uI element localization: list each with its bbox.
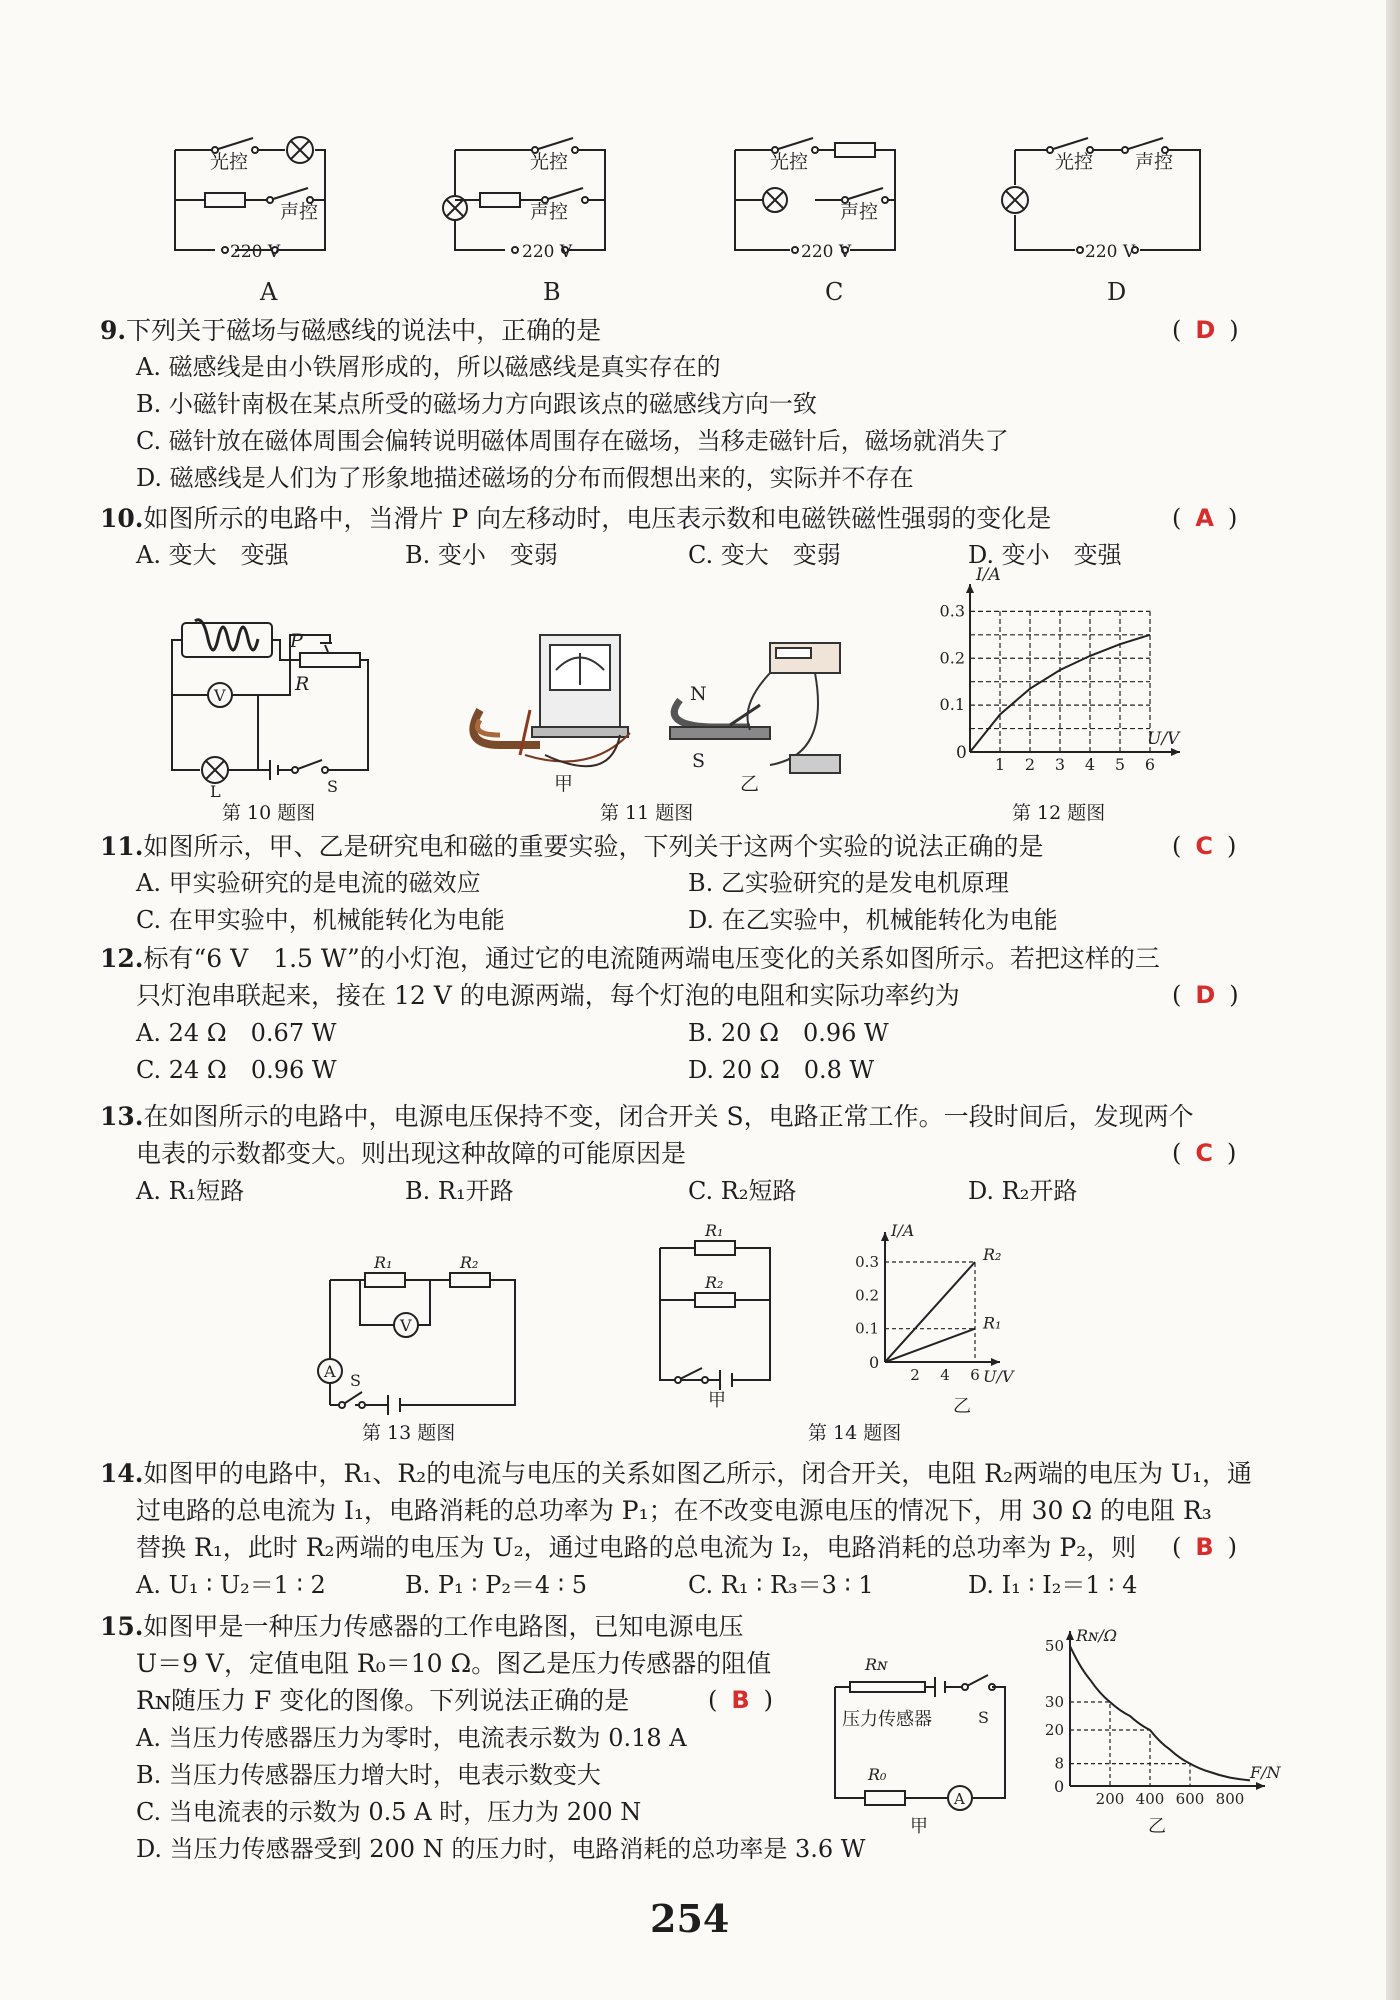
q15-option-c: C. 当电流表的示数为 0.5 A 时，压力为 200 N	[136, 1798, 642, 1826]
q15-option-b: B. 当压力传感器压力增大时，电表示数变大	[136, 1761, 601, 1789]
caption-fig14: 第 14 题图	[808, 1422, 902, 1444]
q9-option-c: C. 磁针放在磁体周围会偏转说明磁体周围存在磁场，当移走磁针后，磁场就消失了	[136, 427, 1009, 455]
question-9	[100, 312, 601, 349]
chart14-xtick: 4	[940, 1366, 950, 1384]
caption-fig11: 第 11 题图	[600, 802, 694, 824]
label-light-d: 光控	[1055, 151, 1094, 173]
chart12-ytick: 0.1	[939, 695, 965, 715]
question-12-line1: 标有“6 V 1.5 W”的小灯泡，通过它的电流随两端电压变化的关系如图所示。若把这样的三	[143, 944, 1160, 973]
label-sound-a: 声控	[280, 201, 319, 223]
caption-fig12: 第 12 题图	[1012, 802, 1106, 824]
answer-14: ( B )	[1172, 1533, 1238, 1561]
chart14-label-r2: R₂	[983, 1245, 1002, 1264]
question-14-line2: 过电路的总电流为 I₁，电路消耗的总功率为 P₁；在不改变电源电压的情况下，用 30 Ω 的电阻 R₃	[136, 1496, 1212, 1525]
answer-12: ( D )	[1172, 981, 1239, 1009]
chart12-ytick: 0.3	[939, 601, 965, 621]
q15-option-a: A. 当压力传感器压力为零时，电流表示数为 0.18 A	[136, 1724, 687, 1752]
chart14-ylabel: I/A	[891, 1221, 915, 1240]
chart15-curve	[1070, 1646, 1250, 1780]
figure-label-d: D	[1107, 278, 1127, 306]
fig10-label-p: P	[290, 630, 303, 652]
caption-fig10: 第 10 题图	[222, 802, 316, 824]
top-circuit-figures	[150, 120, 1240, 310]
fig14-label-jia: 甲	[708, 1390, 726, 1411]
q14-option-c: C. R₁ ∶ R₃＝3 ∶ 1	[688, 1571, 874, 1599]
figure-label-a: A	[260, 278, 278, 306]
q14-option-a: A. U₁ ∶ U₂＝1 ∶ 2	[136, 1571, 326, 1599]
answer-15: ( B )	[708, 1686, 774, 1714]
chart14-xtick: 6	[970, 1366, 980, 1384]
label-sound-d: 声控	[1135, 151, 1174, 173]
question-15-line1: 如图甲是一种压力传感器的工作电路图，已知电源电压	[143, 1612, 744, 1641]
figure-14-chart	[845, 1212, 1055, 1397]
q9-option-d: D. 磁感线是人们为了形象地描述磁场的分布而假想出来的，实际并不存在	[136, 464, 914, 492]
q14-option-b: B. P₁ ∶ P₂＝4 ∶ 5	[405, 1571, 587, 1599]
chart14-xlabel: U/V	[983, 1367, 1014, 1386]
answer-10: ( A )	[1172, 504, 1238, 532]
q10-option-b: B. 变小 变弱	[405, 541, 558, 569]
chart15-ytick: 50	[1044, 1637, 1064, 1655]
chart15-y-arrow	[1066, 1631, 1074, 1640]
chart12-x-arrow	[1171, 748, 1180, 756]
q11-option-d: D. 在乙实验中，机械能转化为电能	[688, 906, 1058, 934]
label-voltage-a: 220 V	[230, 242, 281, 262]
q14-option-d: D. I₁ ∶ I₂＝1 ∶ 4	[968, 1571, 1138, 1599]
question-12-line2: 只灯泡串联起来，接在 12 V 的电源两端，每个灯泡的电阻和实际功率约为	[136, 981, 960, 1010]
q12-option-c: C. 24 Ω 0.96 W	[136, 1056, 337, 1084]
fig14-label-r2: R₂	[705, 1273, 724, 1292]
circuit-a	[175, 137, 325, 253]
fig14-label-r1: R₁	[705, 1221, 724, 1240]
chart12-xtick: 6	[1144, 755, 1156, 774]
chart12-y-arrow	[966, 584, 974, 593]
chart12-origin: 0	[956, 743, 967, 763]
fig13-label-s: S	[350, 1371, 361, 1390]
figure-label-b: B	[543, 278, 561, 306]
fig10-label-l: L	[210, 782, 221, 801]
chart14-origin: 0	[869, 1353, 880, 1372]
chart12-ylabel: I/A	[976, 565, 1001, 585]
label-sound-c: 声控	[840, 201, 879, 223]
chart15-ytick: 20	[1044, 1721, 1064, 1739]
answer-13: ( C )	[1172, 1139, 1237, 1167]
answer-11-value: C	[1195, 832, 1213, 860]
q13-option-c: C. R₂短路	[688, 1177, 797, 1205]
question-11-stem: 如图所示，甲、乙是研究电和磁的重要实验，下列关于这两个实验的说法正确的是	[143, 832, 1044, 861]
chart12-xtick: 5	[1114, 755, 1126, 774]
question-9-stem: 下列关于磁场与磁感线的说法中，正确的是	[126, 316, 602, 345]
fig15-label-a: A	[954, 1790, 965, 1808]
chart14-xtick: 2	[910, 1366, 920, 1384]
question-12-number: 12.	[100, 944, 144, 973]
caption-fig13: 第 13 题图	[362, 1422, 456, 1444]
question-10-stem: 如图所示的电路中，当滑片 P 向左移动时，电压表示数和电磁铁磁性强弱的变化是	[143, 504, 1052, 533]
circuit-c	[735, 138, 895, 253]
page-number: 254	[650, 1896, 730, 1941]
chart12-ytick: 0.2	[939, 648, 965, 668]
question-13	[100, 1098, 1194, 1135]
fig10-label-r: R	[295, 673, 310, 695]
question-13-line1: 在如图所示的电路中，电源电压保持不变，闭合开关 S，电路正常工作。一段时间后，发现两个	[143, 1102, 1194, 1131]
question-13-line2: 电表的示数都变大。则出现这种故障的可能原因是	[136, 1139, 687, 1168]
fig13-label-r1: R₁	[374, 1253, 393, 1272]
chart14-ytick: 0.3	[855, 1253, 879, 1271]
chart15-xtick: 400	[1135, 1790, 1165, 1808]
fig14-label-yi: 乙	[953, 1396, 971, 1417]
fig15-label-r0: R₀	[868, 1765, 887, 1784]
fig10-label-s: S	[327, 777, 338, 796]
chart15-ylabel: Rɴ/Ω	[1076, 1626, 1118, 1645]
chart15-ytick: 8	[1054, 1754, 1064, 1773]
fig13-label-a: A	[324, 1362, 336, 1381]
fig11-label-jia: 甲	[554, 773, 574, 795]
chart14-y-arrow	[881, 1232, 889, 1241]
q12-option-d: D. 20 Ω 0.8 W	[688, 1056, 875, 1084]
q10-option-c: C. 变大 变弱	[688, 541, 841, 569]
chart15-dashes	[1070, 1702, 1190, 1786]
question-11	[100, 828, 1044, 865]
chart15-xlabel: F/N	[1250, 1763, 1281, 1782]
question-14-line1: 如图甲的电路中，R₁、R₂的电流与电压的关系如图乙所示，闭合开关，电阻 R₂两端的电压为 U₁，通	[143, 1459, 1253, 1488]
chart12-xtick: 2	[1024, 755, 1036, 774]
fig15-label-rn: Rɴ	[865, 1655, 888, 1674]
q11-option-c: C. 在甲实验中，机械能转化为电能	[136, 906, 505, 934]
chart12-xtick: 4	[1084, 755, 1096, 774]
q15-option-d: D. 当压力传感器受到 200 N 的压力时，电路消耗的总功率是 3.6 W	[136, 1835, 866, 1863]
q13-option-d: D. R₂开路	[968, 1177, 1078, 1205]
chart12-xtick: 1	[994, 755, 1006, 774]
figure-15-circuit-jia	[820, 1650, 1020, 1820]
answer-9-value: D	[1195, 316, 1216, 344]
chart15-ticks	[1045, 1637, 1244, 1808]
chart14-ytick: 0.1	[855, 1319, 879, 1338]
figure-12-chart	[935, 565, 1195, 780]
chart12-xtick: 3	[1054, 755, 1066, 774]
label-voltage-b: 220 V	[522, 242, 573, 262]
chart14-series-r1	[885, 1329, 975, 1362]
label-voltage-c: 220 V	[801, 242, 852, 262]
figure-10-circuit	[170, 615, 380, 801]
answer-11: ( C )	[1172, 832, 1237, 860]
question-14-line3: 替换 R₁，此时 R₂两端的电压为 U₂，通过电路的总电流为 I₂，电路消耗的总功率为 P₂，则	[136, 1533, 1137, 1562]
question-15-number: 15.	[100, 1612, 144, 1641]
chart15-ytick: 30	[1044, 1693, 1064, 1711]
figure-14-circuit-jia	[650, 1220, 780, 1400]
fig11-label-n: N	[690, 683, 707, 705]
q11-option-a: A. 甲实验研究的是电流的磁效应	[136, 869, 481, 897]
figure-13-circuit	[300, 1250, 530, 1415]
question-14	[100, 1455, 1252, 1492]
label-light-b: 光控	[530, 151, 569, 173]
chart15-dash	[1070, 1764, 1190, 1786]
fig13-label-v: V	[400, 1316, 412, 1335]
chart14-series-r2	[885, 1262, 975, 1362]
fig13-label-r2: R₂	[460, 1253, 479, 1272]
q10-option-a: A. 变大 变强	[136, 541, 289, 569]
chart12-xlabel: U/V	[1147, 729, 1180, 749]
question-15-line2: U＝9 V，定值电阻 R₀＝10 Ω。图乙是压力传感器的阻值	[136, 1649, 772, 1678]
circuit-b	[443, 138, 605, 253]
question-15	[100, 1608, 744, 1645]
q12-option-a: A. 24 Ω 0.67 W	[136, 1019, 337, 1047]
q11-option-b: B. 乙实验研究的是发电机原理	[688, 869, 1009, 897]
q12-option-b: B. 20 Ω 0.96 W	[688, 1019, 889, 1047]
fig15-label-sensor: 压力传感器	[842, 1709, 932, 1730]
answer-12-value: D	[1195, 981, 1216, 1009]
answer-9: ( D )	[1172, 316, 1239, 344]
chart15-xtick: 200	[1095, 1790, 1125, 1808]
question-10	[100, 500, 1051, 537]
figure-11-apparatus	[470, 615, 850, 795]
fig15-label-jia: 甲	[910, 1816, 928, 1837]
label-light-c: 光控	[770, 151, 809, 173]
chart15-dash	[1070, 1702, 1110, 1786]
question-14-number: 14.	[100, 1459, 144, 1488]
q9-option-a: A. 磁感线是由小铁屑形成的，所以磁感线是真实存在的	[136, 353, 721, 381]
question-12	[100, 940, 1160, 977]
figure-label-c: C	[825, 278, 844, 306]
chart14-x-arrow	[991, 1358, 1000, 1366]
chart12-grid	[970, 611, 1150, 752]
figure-15-chart	[1030, 1618, 1280, 1818]
question-10-number: 10.	[100, 504, 144, 533]
chart15-axes	[1066, 1631, 1265, 1790]
question-13-number: 13.	[100, 1102, 144, 1131]
answer-10-value: A	[1195, 504, 1214, 532]
fig11-label-s: S	[692, 750, 706, 772]
q9-option-b: B. 小磁针南极在某点所受的磁场力方向跟该点的磁感线方向一致	[136, 390, 817, 418]
fig11-label-yi: 乙	[740, 773, 760, 795]
fig15-label-s: S	[978, 1708, 989, 1727]
q13-option-b: B. R₁开路	[405, 1177, 514, 1205]
chart14-label-r1: R₁	[983, 1313, 1002, 1333]
chart15-xtick: 800	[1215, 1790, 1245, 1808]
chart15-origin: 0	[1054, 1777, 1065, 1796]
answer-13-value: C	[1195, 1139, 1213, 1167]
question-15-line3: Rɴ随压力 F 变化的图像。下列说法正确的是	[136, 1686, 630, 1715]
label-voltage-d: 220 V	[1085, 242, 1136, 262]
q10-option-d: D. 变小 变强	[968, 541, 1122, 569]
fig10-label-v: V	[214, 686, 226, 705]
question-9-number: 9.	[100, 316, 127, 345]
q13-option-a: A. R₁短路	[136, 1177, 245, 1205]
answer-14-value: B	[1195, 1533, 1214, 1561]
chart15-x-arrow	[1256, 1782, 1265, 1790]
chart14-ytick: 0.2	[855, 1286, 879, 1305]
page-edge	[1386, 0, 1400, 2000]
label-sound-b: 声控	[530, 201, 569, 223]
label-light-a: 光控	[210, 151, 249, 173]
answer-15-value: B	[731, 1686, 750, 1714]
chart15-xtick: 600	[1175, 1790, 1205, 1808]
fig15-label-yi: 乙	[1148, 1816, 1166, 1837]
question-11-number: 11.	[100, 832, 144, 861]
